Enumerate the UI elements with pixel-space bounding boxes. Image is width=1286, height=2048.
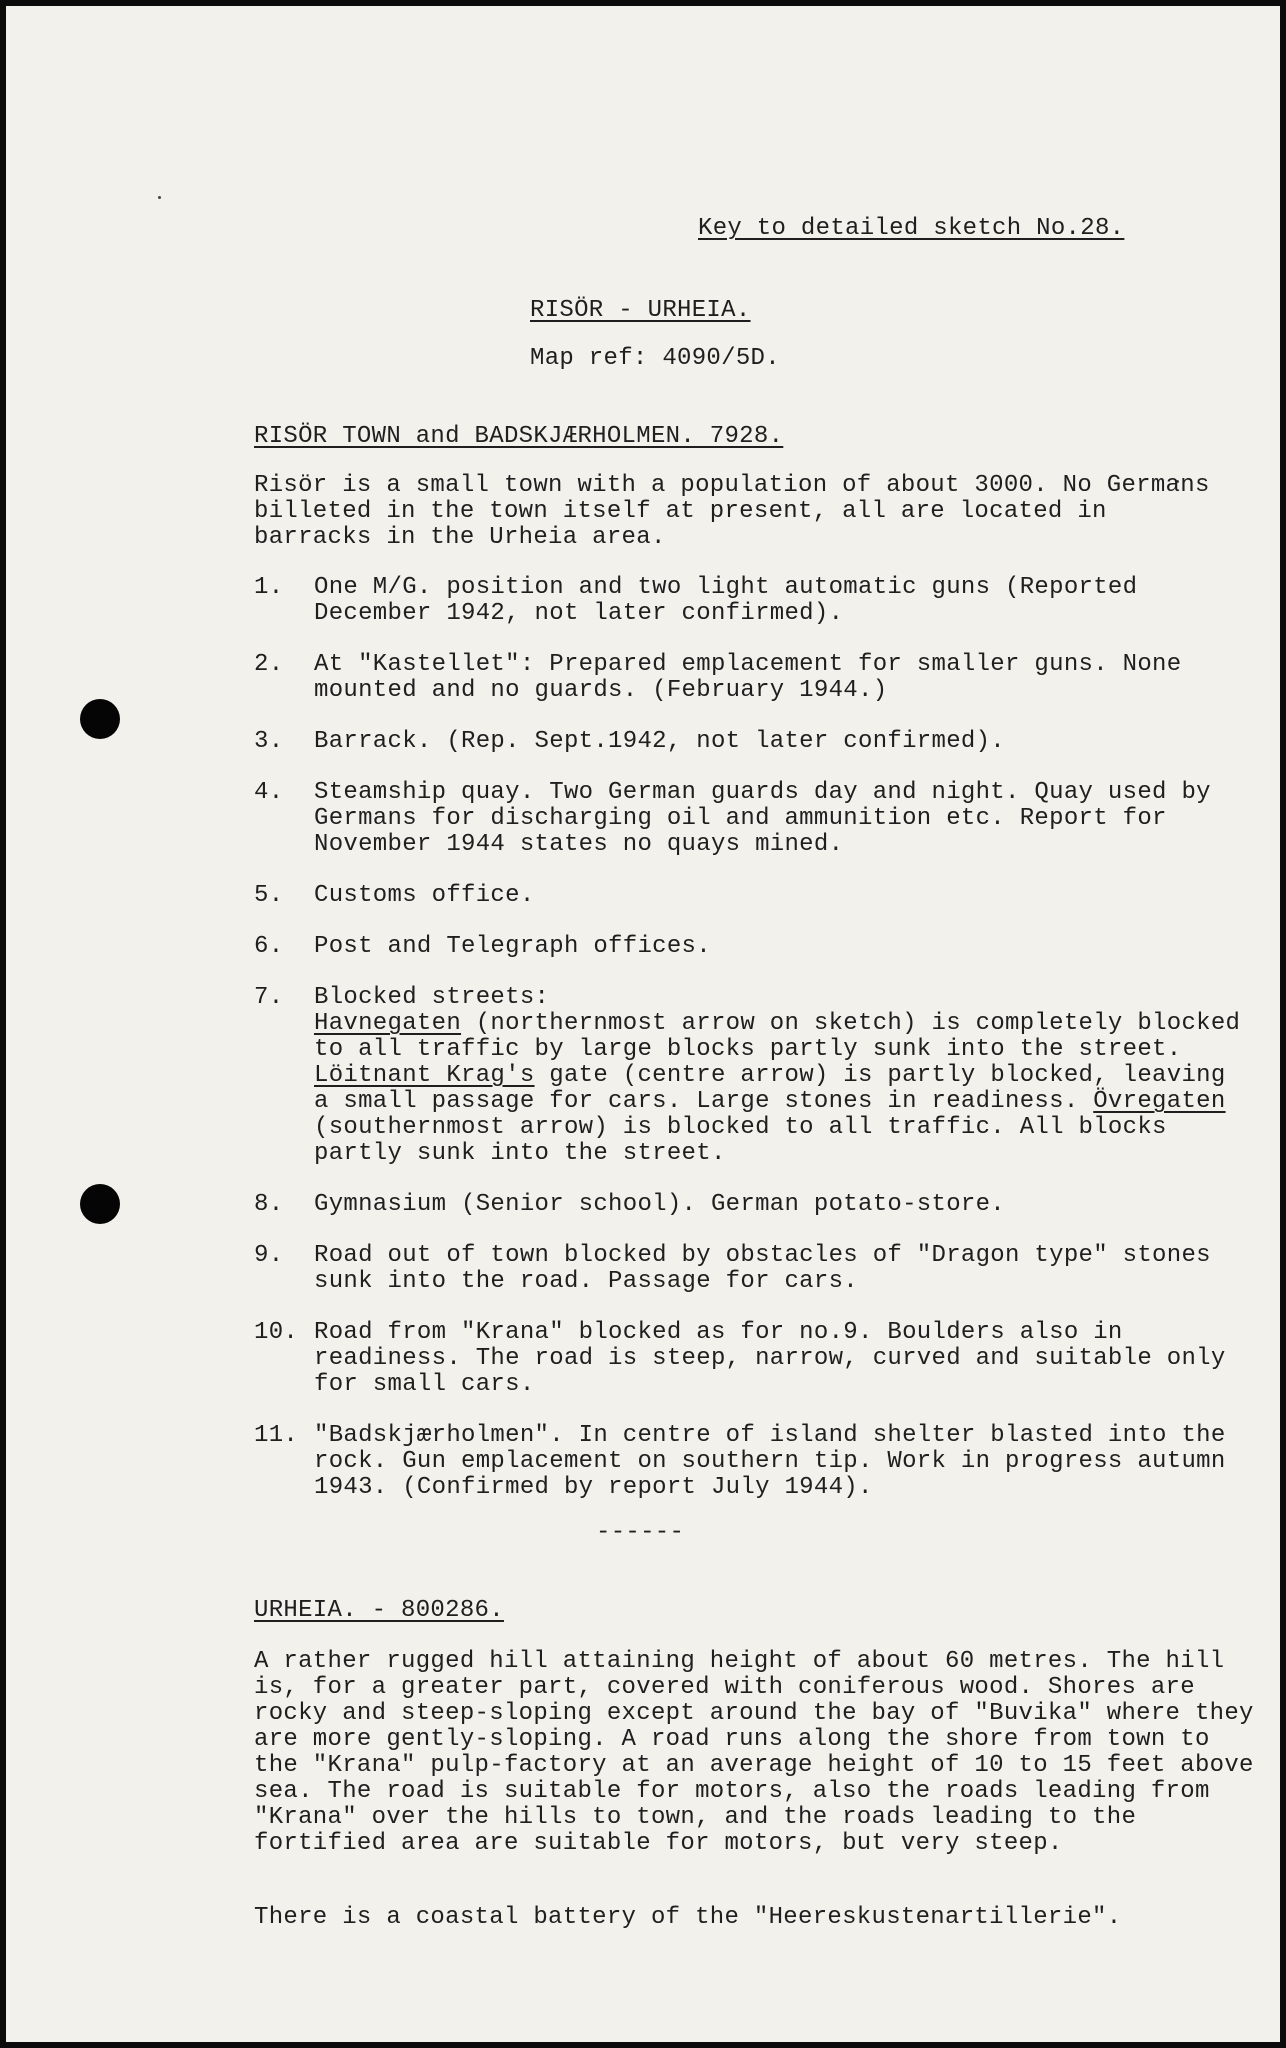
intro-paragraph: Risör is a small town with a population of about 3000. No Germans billeted in the town itself at present, all are located in barracks in the Urheia area.	[254, 472, 1210, 551]
item-text: Road out of town blocked by obstacles of "Dragon type" stones sunk into the road. Passage for cars.	[314, 1242, 1211, 1295]
map-reference: Map ref: 4090/5D.	[530, 345, 780, 372]
item-number: 10.	[254, 1319, 299, 1346]
item-text: Customs office.	[314, 882, 535, 909]
numbered-list	[254, 575, 1254, 1501]
document-title: RISÖR - URHEIA.	[530, 297, 751, 324]
item-number: 2.	[254, 651, 284, 678]
street-description: gate (centre arrow) is partly blocked, leaving a small passage for cars. Large stones in readiness.	[314, 1062, 1226, 1115]
item-text: "Badskjærholmen". In centre of island shelter blasted into the rock. Gun emplacement on southern tip. Work in progress autumn 1943. (Confirmed by report July 1944).	[314, 1422, 1226, 1501]
item-text: One M/G. position and two light automatic guns (Reported December 1942, not later confirmed).	[314, 574, 1138, 627]
list-item	[254, 1320, 1254, 1398]
item-text: Post and Telegraph offices.	[314, 933, 711, 960]
urheia-paragraph: A rather rugged hill attaining height of about 60 metres. The hill is, for a greater part, covered with coniferous wood. Shores are rocky and steep-sloping except around the bay of "Buvika" where they are more gently-sloping. A road runs along the shore from town to the "Krana" pulp-factory at an average height of 10 to 15 feet above sea. The road is suitable for motors, also the roads leading from "Krana" over the hills to town, and the roads leading to the fortified area are suitable for motors, but very steep.	[254, 1648, 1254, 1857]
list-item	[254, 883, 1254, 909]
item-text	[314, 985, 1254, 1167]
ink-dot	[158, 196, 161, 199]
item-text: At "Kastellet": Prepared emplacement for smaller guns. None mounted and no guards. (February 1944.)	[314, 651, 1182, 704]
blocked-streets-label: Blocked streets:	[314, 984, 550, 1011]
sketch-key-title: Key to detailed sketch No.28.	[698, 215, 1125, 242]
list-item	[254, 780, 1254, 858]
item-text: Gymnasium (Senior school). German potato-store.	[314, 1191, 1006, 1218]
list-item	[254, 1243, 1254, 1295]
item-number: 8.	[254, 1191, 284, 1218]
street-description: (northernmost arrow on sketch) is completely blocked to all traffic by large blocks partly sunk into the street.	[314, 1010, 1241, 1063]
item-text: Road from "Krana" blocked as for no.9. Boulders also in readiness. The road is steep, narrow, curved and suitable only for small cars.	[314, 1319, 1226, 1398]
section-heading-urheia: URHEIA. - 800286.	[254, 1597, 504, 1624]
list-item	[254, 985, 1254, 1167]
list-item	[254, 652, 1254, 704]
punch-hole-top	[80, 699, 120, 739]
list-item	[254, 729, 1254, 755]
item-number: 9.	[254, 1242, 284, 1269]
list-item	[254, 575, 1254, 627]
street-name-ovregaten: Övregaten	[1093, 1088, 1226, 1115]
item-number: 5.	[254, 882, 284, 909]
battery-note: There is a coastal battery of the "Heereskustenartillerie".	[254, 1904, 1122, 1931]
street-description: (southernmost arrow) is blocked to all traffic. All blocks partly sunk into the street.	[314, 1114, 1167, 1167]
item-text: Steamship quay. Two German guards day and night. Quay used by Germans for discharging oil and ammunition etc. Report for November 1944 states no quays mined.	[314, 779, 1211, 858]
punch-hole-bottom	[80, 1184, 120, 1224]
item-number: 6.	[254, 933, 284, 960]
section-separator: ------	[596, 1519, 685, 1546]
item-number: 4.	[254, 779, 284, 806]
street-name-havnegaten: Havnegaten	[314, 1010, 462, 1037]
item-number: 11.	[254, 1422, 299, 1449]
list-item	[254, 1423, 1254, 1501]
list-item	[254, 1192, 1254, 1218]
item-number: 7.	[254, 984, 284, 1011]
item-number: 3.	[254, 728, 284, 755]
item-number: 1.	[254, 574, 284, 601]
list-item	[254, 934, 1254, 960]
document-page	[6, 6, 1280, 2042]
item-text: Barrack. (Rep. Sept.1942, not later confirmed).	[314, 728, 1006, 755]
street-name-loitnant-krag: Löitnant Krag's	[314, 1062, 535, 1089]
section-heading-risor: RISÖR TOWN and BADSKJÆRHOLMEN. 7928.	[254, 423, 784, 450]
